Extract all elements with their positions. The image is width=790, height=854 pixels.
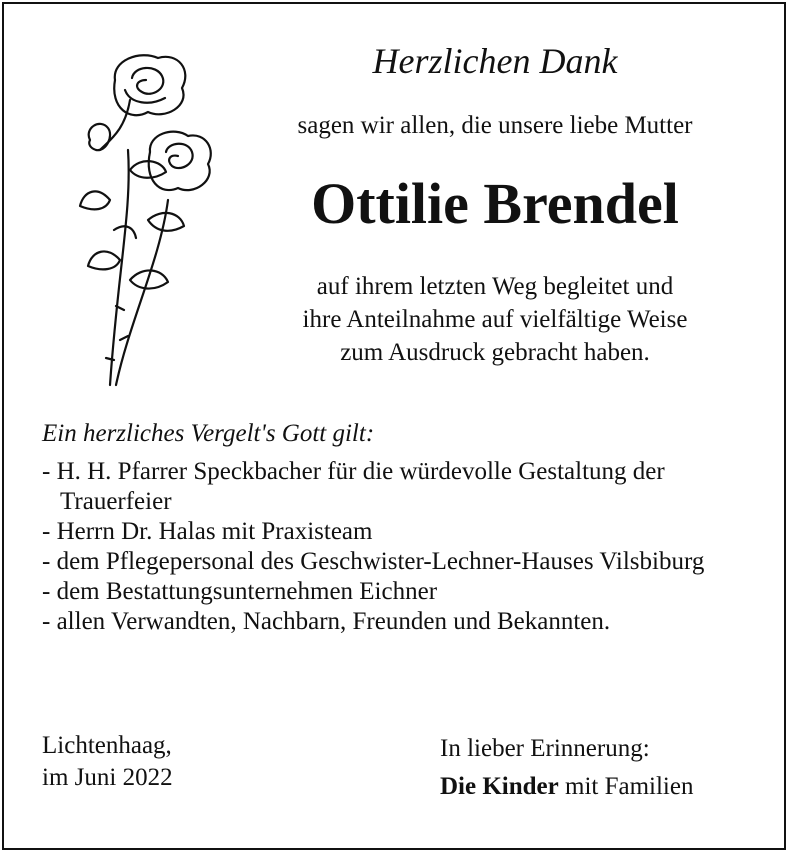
message-line: ihre Anteilnahme auf vielfältige Weise [302,306,688,333]
list-item: - H. H. Pfarrer Speckbacher für die würdevolle Gestaltung der Trauerfeier [42,457,762,517]
place: Lichtenhaag, [42,732,172,759]
list-item: - Herrn Dr. Halas mit Praxisteam [42,517,762,547]
message-line: zum Ausdruck gebracht haben. [340,339,650,366]
message-line: auf ihrem letzten Weg begleitet und [316,273,674,300]
signature-bold: Die Kinder [440,773,559,800]
signature-block [440,730,693,806]
place-date [42,730,173,794]
message-text [250,270,740,369]
thanks-list [42,457,762,637]
signature [440,768,693,806]
deceased-name: Ottilie Brendel [311,171,679,236]
signature-rest: mit Familien [565,773,694,800]
intro-text: sagen wir allen, die unsere liebe Mutter [297,112,693,139]
roses-illustration [70,40,220,390]
list-item: - dem Pflegepersonal des Geschwister-Lechner-Hauses Vilsbiburg [42,547,762,577]
list-item: - dem Bestattungsunternehmen Eichner [42,577,762,607]
thanks-intro: Ein herzliches Vergelt's Gott gilt: [42,420,375,447]
closing: In lieber Erinnerung: [440,735,650,762]
list-item: - allen Verwandten, Nachbarn, Freunden und Bekannten. [42,607,762,637]
date: im Juni 2022 [42,764,173,791]
notice-heading: Herzlichen Dank [372,41,618,81]
